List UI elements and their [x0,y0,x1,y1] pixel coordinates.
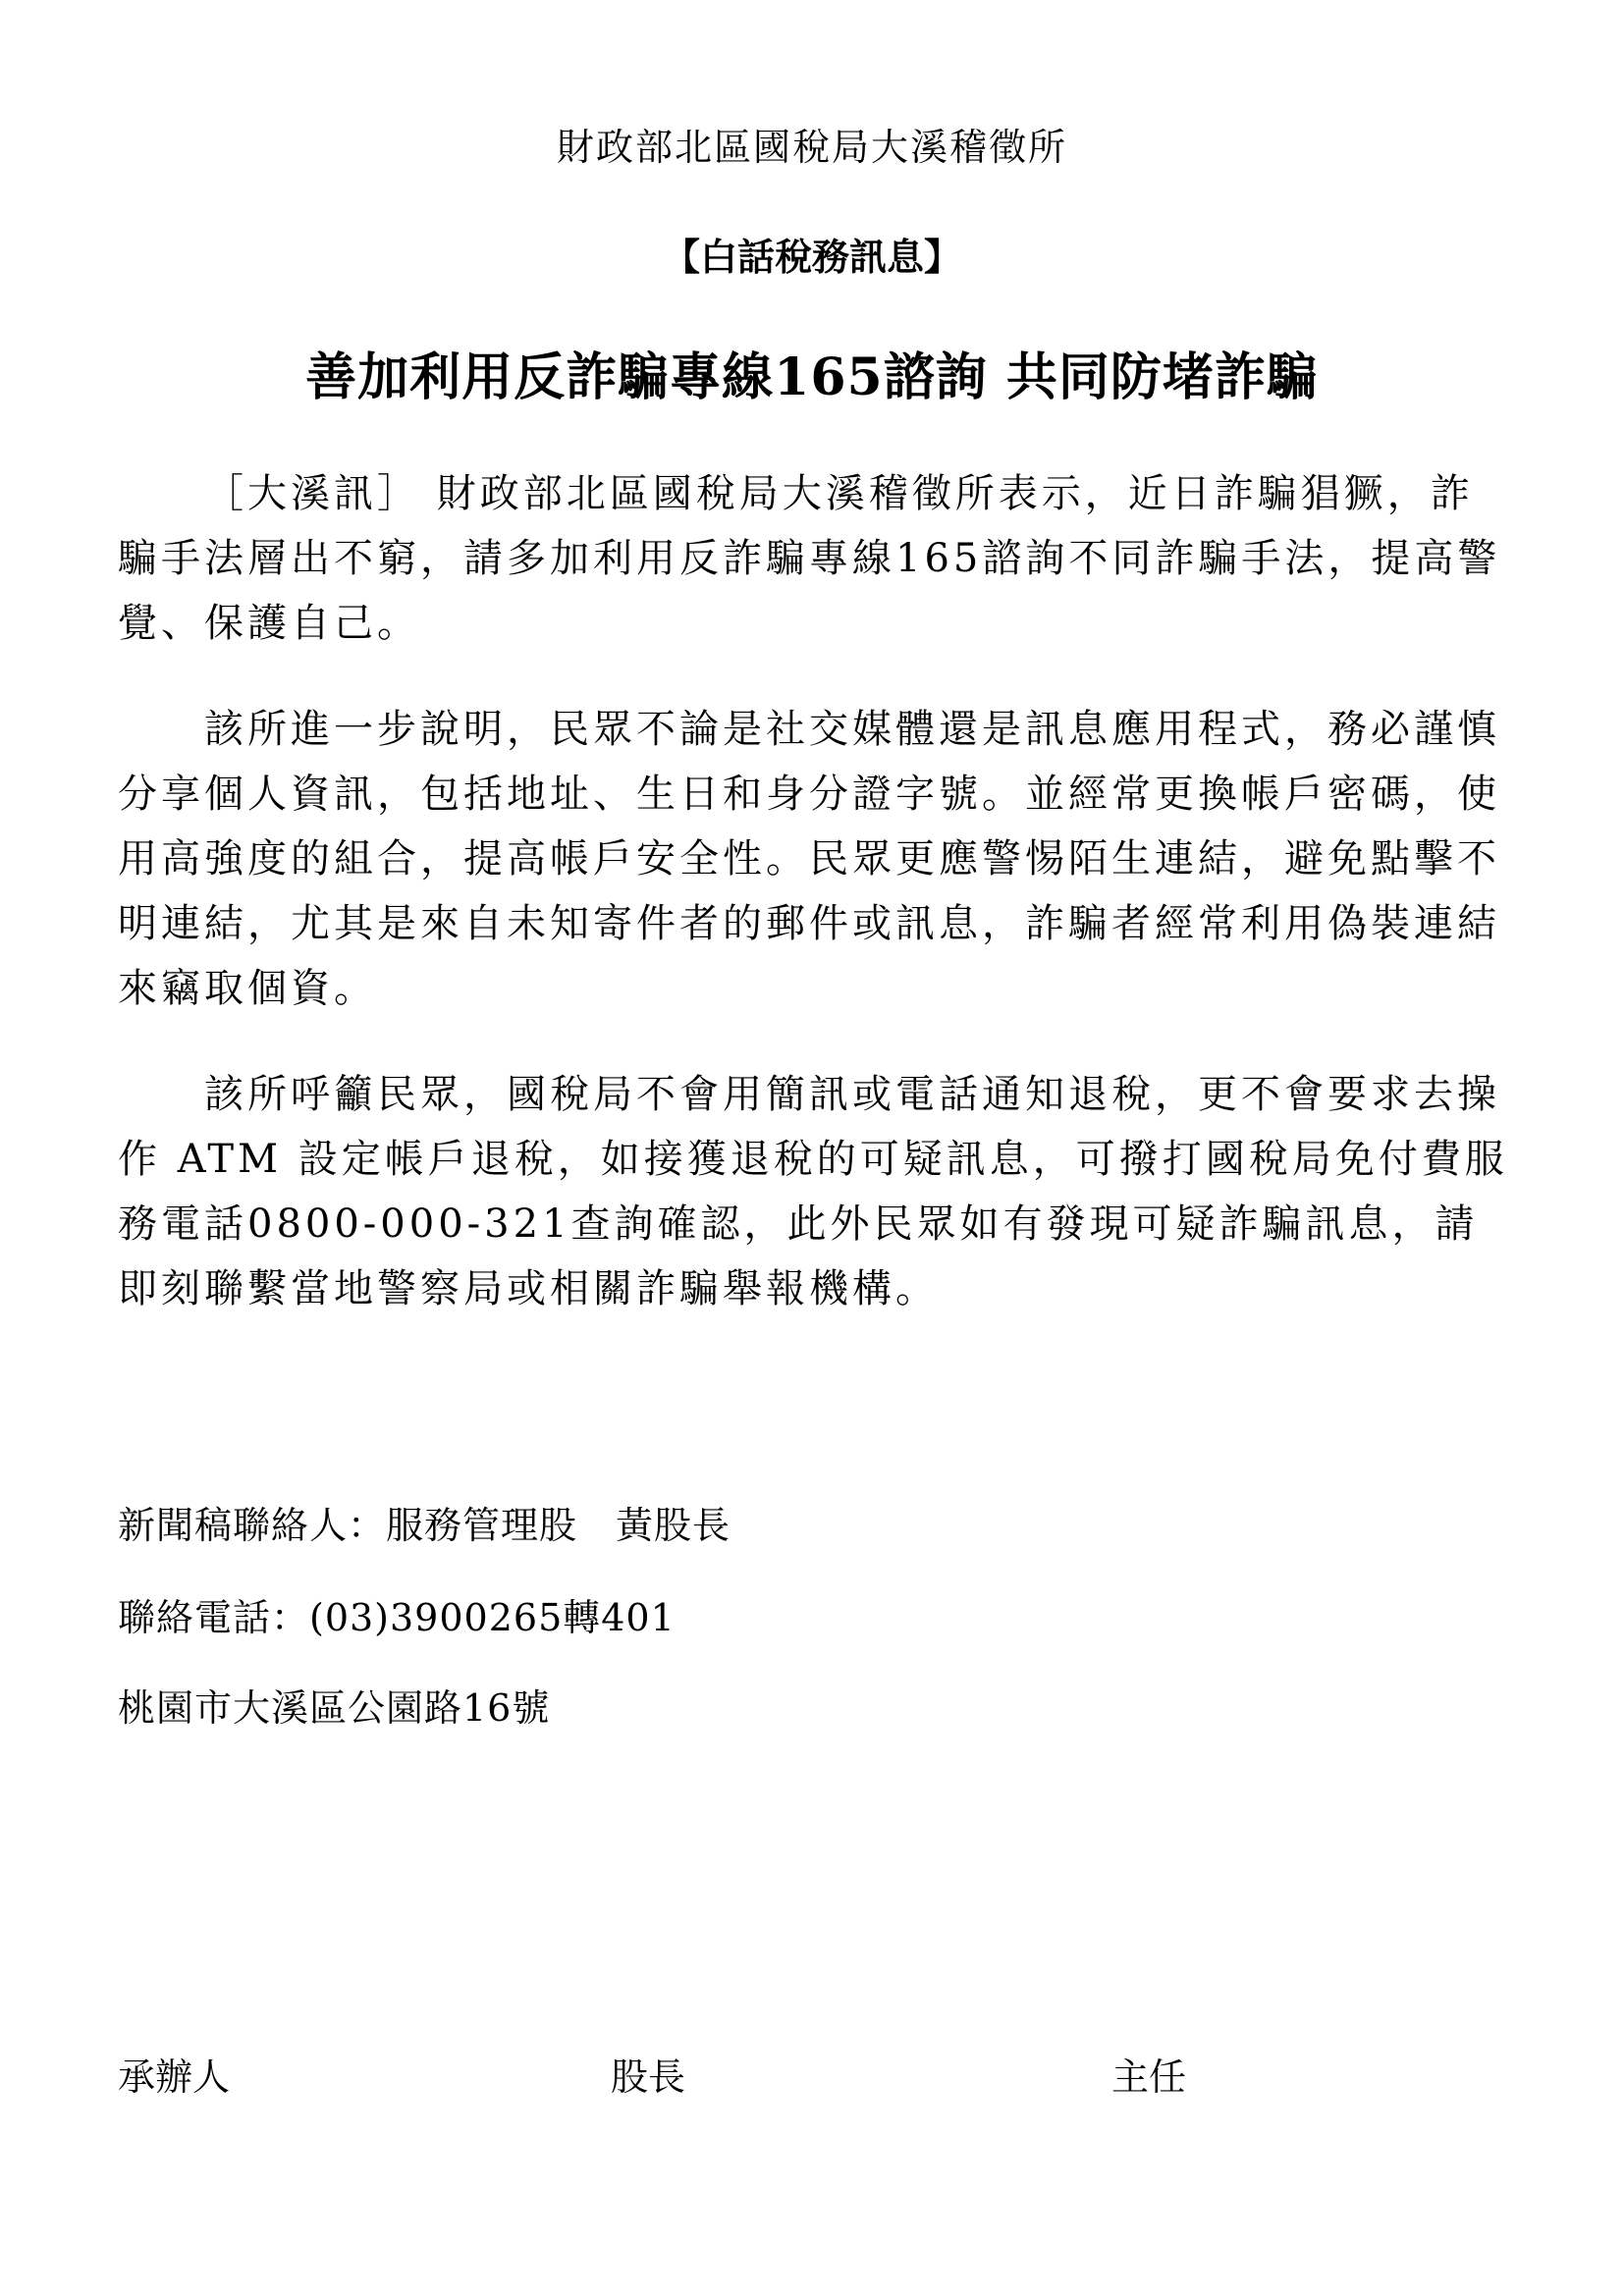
paragraph-text: 該所進一步說明，民眾不論是社交媒體還是訊息應用程式，務必謹慎分享個人資訊，包括地址、生日和身分證字號。並經常更換帳戶密碼，使用高強度的組合，提高帳戶安全性。民眾更應警惕陌生連結，避免點擊不明連結，尤其是來自未知寄件者的郵件或訊息，詐騙者經常利用偽裝連結來竊取個資。 [118,707,1500,1011]
contact-address: 桃園市大溪區公園路16號 [118,1686,551,1730]
signoff-handler: 承辦人 [118,2056,231,2099]
page-title: 善加利用反詐騙專線165諮詢 共同防堵詐騙 [305,347,1319,407]
body-paragraph-1 [118,461,1510,656]
category-label: 【白話稅務訊息】 [662,236,961,279]
body-paragraph-3 [118,1062,1510,1321]
signoff-director: 主任 [1111,2056,1187,2099]
contact-phone: 聯絡電話：(03)3900265轉401 [118,1596,676,1639]
signoff-section-chief: 股長 [611,2056,686,2099]
body-paragraph-2 [118,697,1510,1021]
paragraph-text: 該所呼籲民眾，國稅局不會用簡訊或電話通知退稅，更不會要求去操作 ATM 設定帳戶退稅，如接獲退稅的可疑訊息，可撥打國稅局免付費服務電話0800-000-321查詢確認，此外民眾如有發現可疑詐騙訊息，請即刻聯繫當地警察局或相關詐騙舉報機構。 [118,1072,1508,1311]
agency-name: 財政部北區國稅局大溪稽徵所 [556,126,1067,169]
paragraph-text: ［大溪訊］ 財政部北區國稅局大溪稽徵所表示，近日詐騙猖獗，詐騙手法層出不窮，請多加利用反詐騙專線165諮詢不同詐騙手法，提高警覺、保護自己。 [118,471,1501,646]
contact-person: 新聞稿聯絡人：服務管理股 黃股長 [118,1504,731,1547]
